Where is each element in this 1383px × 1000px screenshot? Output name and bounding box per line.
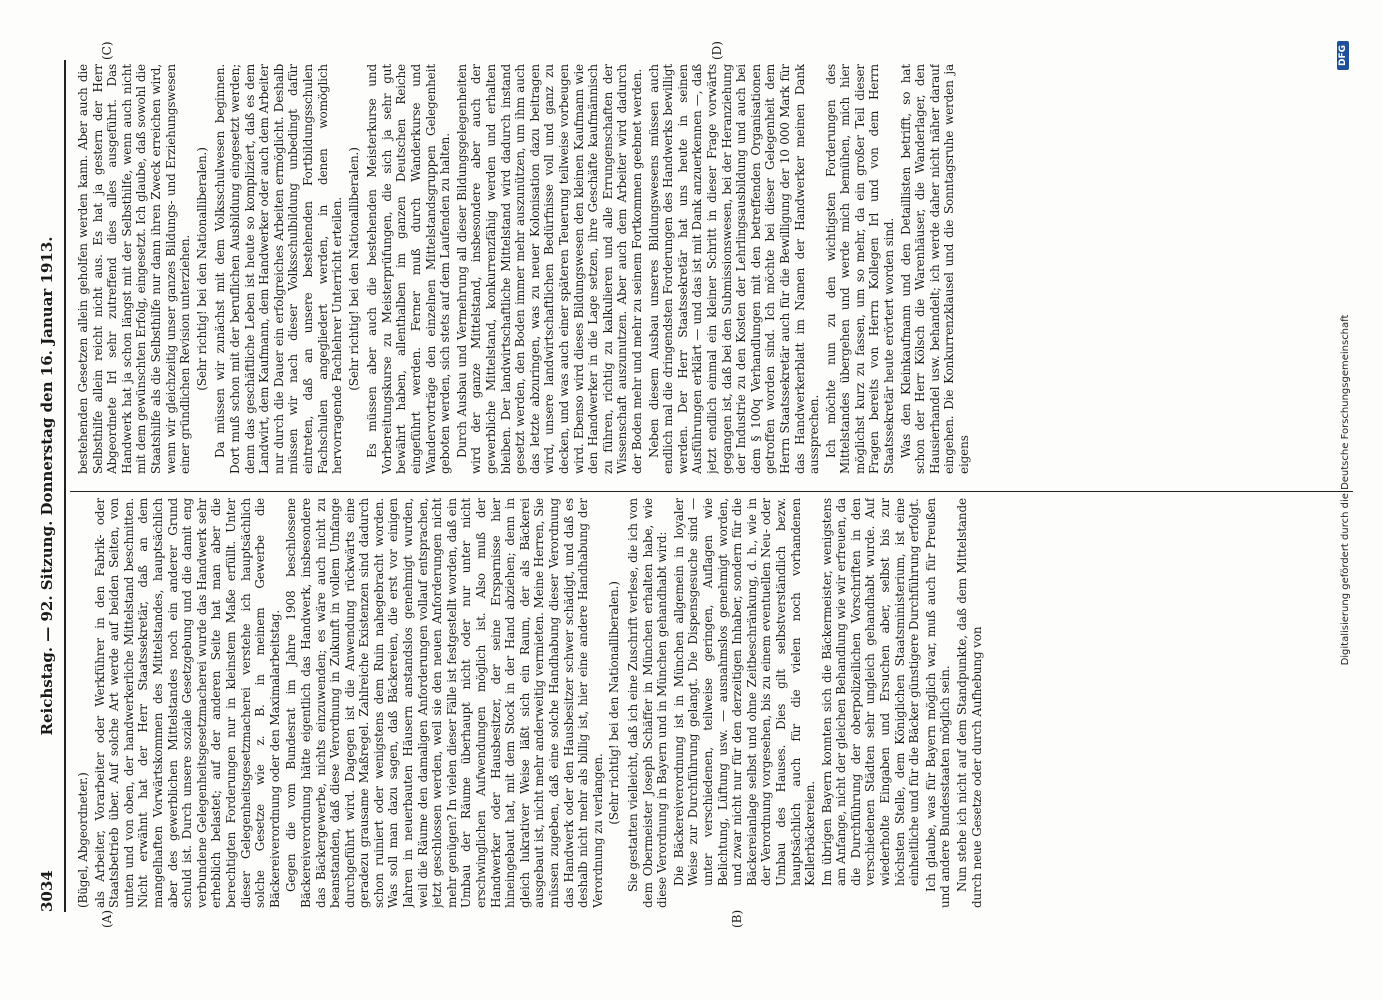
speaker-line: (Bügel, Abgeordneter.) bbox=[76, 772, 90, 908]
paragraph: bestehenden Gesetzen allein geholfen werden kann. Aber auch die Selbsthilfe allein reicht nicht aus. Es hat ja gestern der Herr Abgeordnete Irl sehr zutreffend dies alles ausgeführt. Das Handwerk hat ja schon längst mit der Selbsthilfe, wenn auch nicht mit dem gewünschten Erfolg, eingesetzt. Ich glaube, daß sowohl die Staatshilfe als die Selbsthilfe nur dann ihren Zweck erreichen wird, wenn wir gleichzeitig unser ganzes Bildungs- und Erziehungswesen einer gründlichen Revision unterziehen. bbox=[76, 64, 193, 474]
interjection: (Sehr richtig! bei den Nationalliberalen.) bbox=[346, 147, 361, 391]
quotation: Die Bäckereiverordnung ist in München allgemein in loyaler Weise zur Durchführung gelangt. Die Dispensgesuche sind — unter verschiedenen, teilweise geringen, Auflagen wie Belichtung, Lüftung usw. — ausnahmslos genehmigt worden, und zwar nicht nur für den derzeitigen Inhaber, sondern für die Bäckereianlage selbst und ohne Zeitbeschränkung, d. h., wie in der Verordnung vorgesehen, bis zu einem eventuellen Neu- oder Umbau des Hauses. Dies gilt selbstverständlich bezw. hauptsächlich auch für die vielen noch vorhandenen Kellerbäckereien. bbox=[671, 498, 818, 886]
paragraph: Neben diesem Ausbau unseres Bildungswesens müssen auch endlich mal die dringendsten Forderungen des Handwerks bewilligt werden. Der Herr Staatssekretär hat uns heute in seinen Ausführungen erklärt — und das ist mit Dank anzuerkennen —, daß jetzt endlich einmal ein kleiner Schritt in dieser Frage vorwärts gegangen ist, daß bei den Submissionswesen, bei der Heranziehung der Industrie zu den Kosten der Lehrlingsausbildung und auch bei dem § 100q Verhandlungen mit den betreffenden Organisationen getroffen worden sind. Ich möchte bei dieser Gelegenheit dem Herrn Staatssekretär auch für die Bewilligung der 10 000 Mark für das Handwerkerblatt im Namen der Handwerker meinen Dank aussprechen. bbox=[646, 64, 822, 474]
paragraph: Durch Ausbau und Vermehrung all dieser Bildungsgelegenheiten wird der ganze Mittelstand, insbesondere aber auch der gewerbliche Mittelstand, konkurrenzfähig werden und erhalten bleiben. Der landwirtschaftliche Mittelstand wird dadurch instand gesetzt werden, den Boden immer mehr auszunützen, um ihm auch das letzte abzuringen, was zu neuer Kolonisation dazu beitragen wird, unsere landwirtschaftlichen Bedürfnisse voll und ganz zu decken, und was auch einer späteren Teuerung teilweise vorbeugen wird. Ebenso wird dieses Bildungswesen den kleinen Kaufmann wie den Handwerker in die Lage setzen, ihre Geschäfte kaufmännisch zu führen, richtig zu kalkulieren und alle Errungenschaften der Wissenschaft auszunutzen. Aber auch dem Arbeiter wird dadurch der Boden mehr und mehr zu seinem Fortkommen geebnet werden. bbox=[454, 64, 644, 474]
right-column bbox=[76, 64, 1346, 474]
margin-marker-a: (A) bbox=[100, 909, 114, 928]
margin-marker-d: (D) bbox=[710, 41, 724, 60]
left-column bbox=[76, 498, 1346, 908]
paragraph: Da müssen wir zunächst mit dem Volksschulwesen beginnen. Dort muß schon mit der beruflichen Ausbildung eingesetzt werden; denn das geschäftliche Leben ist heute so kompliziert, daß es dem Landwirt, dem Kaufmann, dem Handwerker oder auch dem Arbeiter nur durch die Dauer ein erfolgreiches Arbeiten ermöglicht. Deshalb müssen wir nach dieser Volksschulbildung unbedingt dafür eintreten, daß an unsere bestehenden Fortbildungsschulen Fachschulen angegliedert werden, in denen womöglich hervorragende Fachlehrer Unterricht erteilen. bbox=[213, 64, 345, 474]
paragraph: Es müssen aber auch die bestehenden Meisterkurse und Vorbereitungskurse zu Meisterprüfungen, die sich ja sehr gut bewährt haben, allenthalben im ganzen Deutschen Reiche eingeführt werden. Ferner muß durch Wanderkurse und Wandervorträge den einzelnen Mittelstandsgruppen Gelegenheit geboten werden, sich stets auf dem Laufenden zu halten. bbox=[365, 64, 453, 474]
paragraph: als Arbeiter, Vorarbeiter oder Werkführer in den Fabrik- oder Staatsbetrieb über. Auf solche Art werde auf beiden Seiten, von unten und von oben, der handwerkerliche Mittelstand beschnitten. Nicht erwähnt hat der Herr Staatssekretär, daß an dem mangelhaften Vorwärtskommen des Mittelstandes, hauptsächlich aber des gewerblichen Mittelstandes noch ein anderer Grund schuld ist. Durch unsere soziale Gesetzgebung und die damit eng verbundene Gelegenheitsgesetzmacherei wurde das Handwerk sehr erheblich belastet; auf der anderen Seite hat man aber die berechtigten Forderungen nur in kleinstem Maße erfüllt. Unter dieser Gelegenheitsgesetzmacherei verstehe ich hauptsächlich solche Gesetze wie z. B. in meinem Gewerbe die Bäckereiverordnung oder den Maximalarbeitstag. bbox=[92, 498, 282, 908]
running-header bbox=[38, 60, 60, 912]
paragraph: Nun stehe ich nicht auf dem Standpunkte, daß dem Mittelstande durch neue Gesetze oder durch Aufhebung von bbox=[955, 498, 984, 908]
interjection: (Sehr richtig! bei den Nationalliberalen.) bbox=[194, 147, 209, 391]
header-title: Reichstag. — 92. Sitzung. Donnerstag den 16. Januar 1913. bbox=[38, 236, 56, 736]
paragraph: Ich möchte nun zu den wichtigsten Forderungen des Mittelstandes übergehen und werde mich bemühen, mich hier möglichst kurz zu fassen, um so mehr, da ein großer Teil dieser Fragen bereits von Herrn Kollegen Irl und von dem Herrn Staatssekretär heute erörtert worden sind. bbox=[823, 64, 897, 474]
margin-marker-c: (C) bbox=[100, 41, 114, 60]
interjection: (Sehr richtig! bei den Nationalliberalen.) bbox=[607, 581, 622, 825]
column-divider bbox=[70, 491, 1353, 492]
margin-marker-b: (B) bbox=[730, 909, 744, 928]
paragraph: Was den Kleinkaufmann und den Detaillisten betrifft, so hat schon der Herr Kölsch die Warenhäuser, die Wanderlager, den Hausierhandel usw. behandelt; ich werde daher nicht näher darauf eingehen. Die Konkurrenzklausel und die Sonntagsruhe werden ja eigens bbox=[898, 64, 972, 474]
page-number: 3034 bbox=[38, 870, 56, 912]
header-rule bbox=[64, 60, 66, 912]
digitization-credit: Digitalisierung gefördert durch die Deutsche Forschungsgemeinschaft bbox=[1340, 314, 1351, 666]
quotation: Im übrigen Bayern konnten sich die Bäckermeister, wenigstens am Anfange, nicht der gleichen Behandlung wie wir erfreuen, da die Durchführung der oberpolizeilichen Vorschriften in den verschiedenen Städten sehr ungleich gehandhabt wurde. Auf wiederholte Eingaben und Ersuchen aber, selbst bis zur höchsten Stelle, dem Königlichen Staatsministerium, ist eine einheitliche und für die Bäcker günstigere Durchführung erfolgt. bbox=[819, 498, 922, 886]
dfg-logo: DFG bbox=[1337, 41, 1349, 70]
paragraph: Gegen die vom Bundesrat im Jahre 1908 beschlossene Bäckereiverordnung hätte eigentlich das Handwerk, insbesondere das Bäckergewerbe, nichts einzuwenden; es wäre auch nicht zu beanstanden, daß diese Verordnung in Zukunft in vollem Umfange durchgeführt wird. Dagegen ist die Anwendung rückwärts eine geradezu grausame Maßregel. Zahlreiche Existenzen sind dadurch schon ruiniert oder wenigstens dem Ruin nahegebracht worden. Was soll man dazu sagen, daß Bäckereien, die erst vor einigen Jahren in neuerbauten Häusern anstandslos genehmigt wurden, weil die Räume den damaligen Anforderungen vollauf entsprachen, jetzt geschlossen werden, weil sie den neuen Anforderungen nicht mehr genügen? In vielen dieser Fälle ist festgestellt worden, daß ein Umbau der Räume überhaupt nicht oder nur unter nicht erschwinglichen Aufwendungen möglich ist. Also muß der Handwerker oder Hausbesitzer, der seine Ersparnisse hier hineingebaut hat, mit dem Stock in der Hand abziehen; denn in gleich lukrativer Weise läßt sich ein Raum, der als Bäckerei ausgebaut ist, nicht mehr anderweitig vermieten. Meine Herren, Sie müssen zugeben, daß eine solche Handhabung dieser Verordnung das Handwerk oder den Hausbesitzer schwer schädigt, und daß es deshalb nicht mehr als billig ist, hier eine andere Handhabung der Verordnung zu verlangen. bbox=[284, 498, 605, 908]
paragraph: Sie gestatten vielleicht, daß ich eine Zuschrift verlese, die ich von dem Obermeister Joseph Schäffer in München erhalten habe, wie diese Verordnung in Bayern und in München gehandhabt wird: bbox=[625, 498, 670, 908]
paragraph: Ich glaube, was für Bayern möglich war, muß auch für Preußen und andere Bundesstaaten möglich sein. bbox=[923, 498, 953, 908]
